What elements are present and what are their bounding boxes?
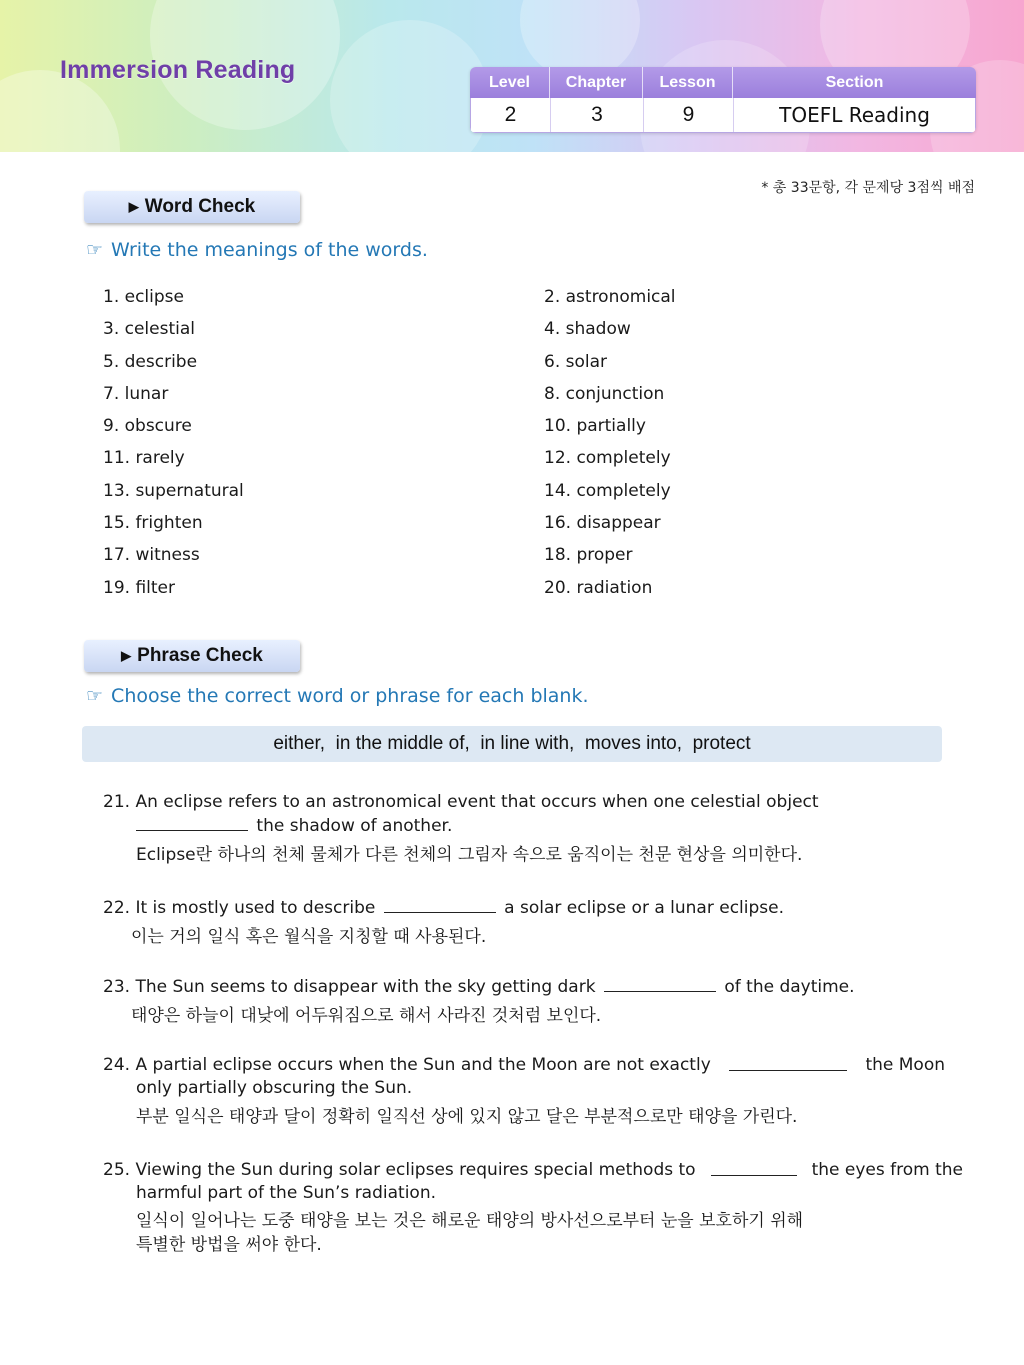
- word-check-tab[interactable]: [84, 191, 300, 223]
- phrase-check-label: Phrase Check: [137, 645, 263, 666]
- question-line: [103, 1159, 963, 1182]
- word-item: 1. eclipse: [103, 287, 184, 307]
- word-item: 14. completely: [544, 480, 671, 501]
- triangle-right-icon: ▶: [121, 648, 132, 663]
- question-text: 25. Viewing the Sun during solar eclipses requires special methods to: [103, 1160, 696, 1180]
- lesson-header: Lesson: [643, 67, 733, 98]
- word-item: 8. conjunction: [544, 383, 665, 404]
- lesson-info-header: [470, 67, 976, 98]
- question-text-continued: [103, 814, 973, 838]
- word-item: 19. filter: [103, 577, 175, 598]
- phrase-check-instruction-text: Choose the correct word or phrase for each blank.: [111, 685, 589, 707]
- question-text: only partially obscuring the Sun.: [136, 1078, 413, 1098]
- word-item: 4. shadow: [544, 319, 631, 340]
- triangle-right-icon: ▶: [128, 199, 139, 214]
- word-item: 13. supernatural: [103, 480, 244, 501]
- question-22: [103, 896, 973, 950]
- question-text: the eyes from the: [811, 1160, 963, 1180]
- level-value: 2: [471, 98, 551, 132]
- question-23: [103, 975, 973, 1029]
- answer-blank[interactable]: [729, 1054, 847, 1071]
- lesson-value: 9: [644, 98, 734, 132]
- korean-translation: 특별한 방법을 써야 한다.: [136, 1235, 322, 1255]
- chapter-header: Chapter: [550, 67, 643, 98]
- answer-blank[interactable]: [711, 1159, 797, 1176]
- question-text: the Moon: [865, 1055, 945, 1075]
- question-text: harmful part of the Sun’s radiation.: [136, 1183, 436, 1203]
- question-text: 21. An eclipse refers to an astronomical event that occurs when one celestial object: [103, 792, 819, 812]
- question-text: 24. A partial eclipse occurs when the Sun and the Moon are not exactly: [103, 1055, 711, 1075]
- question-text: the shadow of another.: [256, 816, 453, 836]
- word-item: 6. solar: [544, 351, 608, 372]
- scoring-note: * 총 33문항, 각 문제당 3점씩 배점: [761, 180, 975, 196]
- decor-bubble: [330, 20, 490, 152]
- word-item: 10. partially: [544, 416, 646, 437]
- question-line: [103, 975, 973, 999]
- question-line: [103, 1054, 945, 1077]
- pointing-hand-icon: ☞: [86, 685, 104, 707]
- word-item: 15. frighten: [103, 513, 203, 534]
- question-25: [103, 1159, 973, 1257]
- korean-translation: 일식이 일어나는 도중 태양을 보는 것은 해로운 태양의 방사선으로부터 눈을 보호하기 위해: [136, 1211, 804, 1231]
- app-title: Immersion Reading: [60, 56, 296, 84]
- word-item: 7. lunar: [103, 383, 169, 404]
- word-item: 16. disappear: [544, 513, 661, 534]
- section-value: TOEFL Reading: [779, 103, 930, 127]
- chapter-value: 3: [551, 98, 644, 132]
- header-banner: [0, 0, 1024, 152]
- korean-translation: Eclipse란 하나의 천체 물체가 다른 천체의 그림자 속으로 움직이는 천문 현상을 의미한다.: [136, 845, 803, 865]
- word-check-instruction: [86, 239, 428, 261]
- pointing-hand-icon: ☞: [86, 239, 104, 261]
- word-item: 12. completely: [544, 448, 671, 469]
- answer-blank[interactable]: [604, 975, 716, 992]
- korean-translation: 부분 일식은 태양과 달이 정확히 일직선 상에 있지 않고 달은 부분적으로만 태양을 가린다.: [136, 1107, 798, 1127]
- word-item: 11. rarely: [103, 448, 185, 469]
- word-item: 5. describe: [103, 351, 198, 372]
- lesson-info-values: [470, 98, 976, 133]
- question-text: 23. The Sun seems to disappear with the sky getting dark: [103, 977, 596, 997]
- korean-translation: 이는 거의 일식 혹은 월식을 지칭할 때 사용된다.: [131, 927, 487, 947]
- question-text: 22. It is mostly used to describe: [103, 898, 376, 918]
- lesson-info-table: [470, 67, 976, 133]
- word-item: 3. celestial: [103, 319, 195, 340]
- question-line: [103, 896, 973, 920]
- answer-blank[interactable]: [384, 896, 496, 913]
- section-header: Section: [825, 73, 884, 91]
- word-check-label: Word Check: [144, 196, 256, 217]
- phrase-check-instruction: [86, 685, 589, 707]
- word-item: 20. radiation: [544, 577, 653, 598]
- word-check-instruction-text: Write the meanings of the words.: [111, 239, 428, 261]
- word-item: 2. astronomical: [544, 287, 676, 307]
- word-bank: either, in the middle of, in line with, moves into, protect: [82, 726, 942, 762]
- question-21: [103, 791, 973, 868]
- word-list: [103, 284, 803, 607]
- question-text: a solar eclipse or a lunar eclipse.: [504, 898, 785, 918]
- phrase-check-tab[interactable]: [84, 640, 300, 672]
- korean-translation: 태양은 하늘이 대낮에 어두워짐으로 해서 사라진 것처럼 보인다.: [131, 1006, 602, 1026]
- word-item: 9. obscure: [103, 416, 192, 437]
- level-header: Level: [470, 67, 550, 98]
- word-item: 17. witness: [103, 545, 200, 566]
- question-24: [103, 1054, 973, 1130]
- word-item: 18. proper: [544, 545, 633, 566]
- question-text: of the daytime.: [724, 977, 855, 997]
- answer-blank[interactable]: [136, 814, 248, 831]
